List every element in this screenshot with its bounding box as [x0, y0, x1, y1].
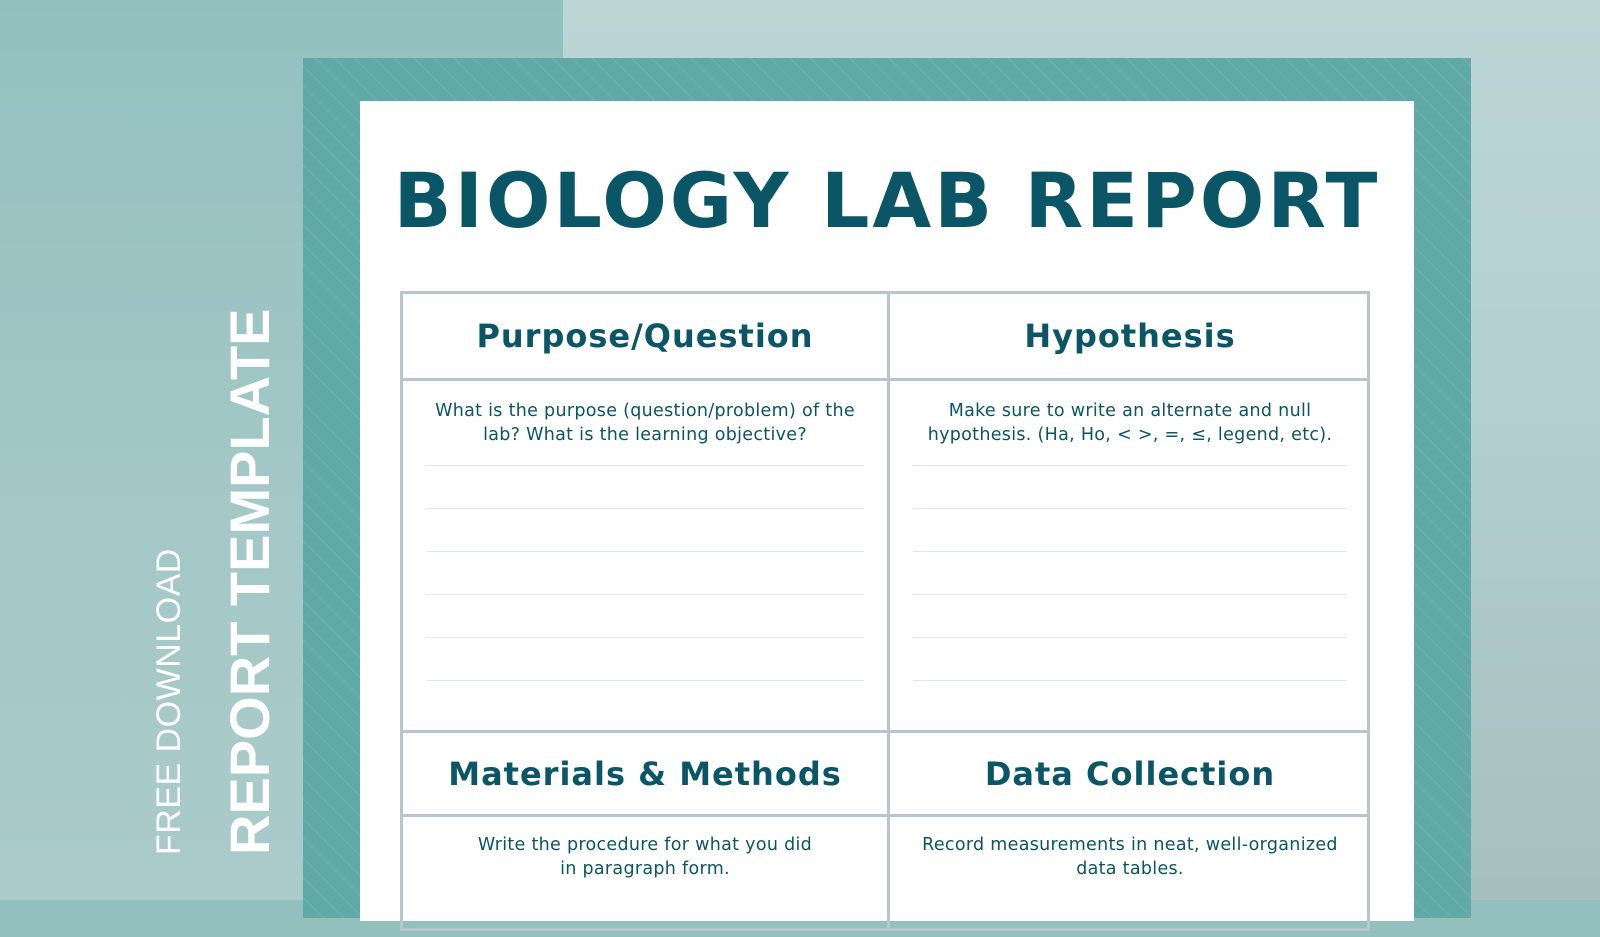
- writing-line: [426, 508, 864, 509]
- section-body-purpose: [403, 381, 887, 730]
- section-heading-hypothesis: Hypothesis: [1024, 317, 1236, 355]
- section-heading-data-collection: Data Collection: [984, 754, 1276, 793]
- writing-line: [913, 594, 1347, 595]
- writing-line: [426, 637, 864, 638]
- section-description-materials-methods: Write the procedure for what you did in paragraph form.: [477, 835, 813, 879]
- section-body-hypothesis: [890, 381, 1370, 730]
- writing-line: [426, 465, 864, 466]
- section-body-materials-methods: [403, 817, 887, 937]
- section-description-hypothesis: Make sure to write an alternate and null hypothesis. (Ha, Ho, < >, =, ≤, legend, etc).: [927, 401, 1333, 445]
- writing-line: [913, 465, 1347, 466]
- writing-line: [913, 551, 1347, 552]
- writing-line: [913, 637, 1347, 638]
- writing-line: [426, 551, 864, 552]
- writing-line: [913, 680, 1347, 681]
- section-description-purpose: What is the purpose (question/problem) of the lab? What is the learning objective?: [435, 401, 855, 445]
- document-page: [360, 101, 1414, 921]
- section-body-data-collection: [890, 817, 1370, 937]
- writing-line: [913, 508, 1347, 509]
- writing-line: [426, 594, 864, 595]
- writing-line: [426, 680, 864, 681]
- section-heading-materials-methods: Materials & Methods: [448, 754, 842, 793]
- document-title: BIOLOGY LAB REPORT: [393, 156, 1381, 245]
- section-description-data-collection: Record measurements in neat, well-organized data tables.: [922, 835, 1338, 879]
- section-heading-purpose: Purpose/Question: [476, 317, 814, 355]
- report-grid: [400, 291, 1370, 931]
